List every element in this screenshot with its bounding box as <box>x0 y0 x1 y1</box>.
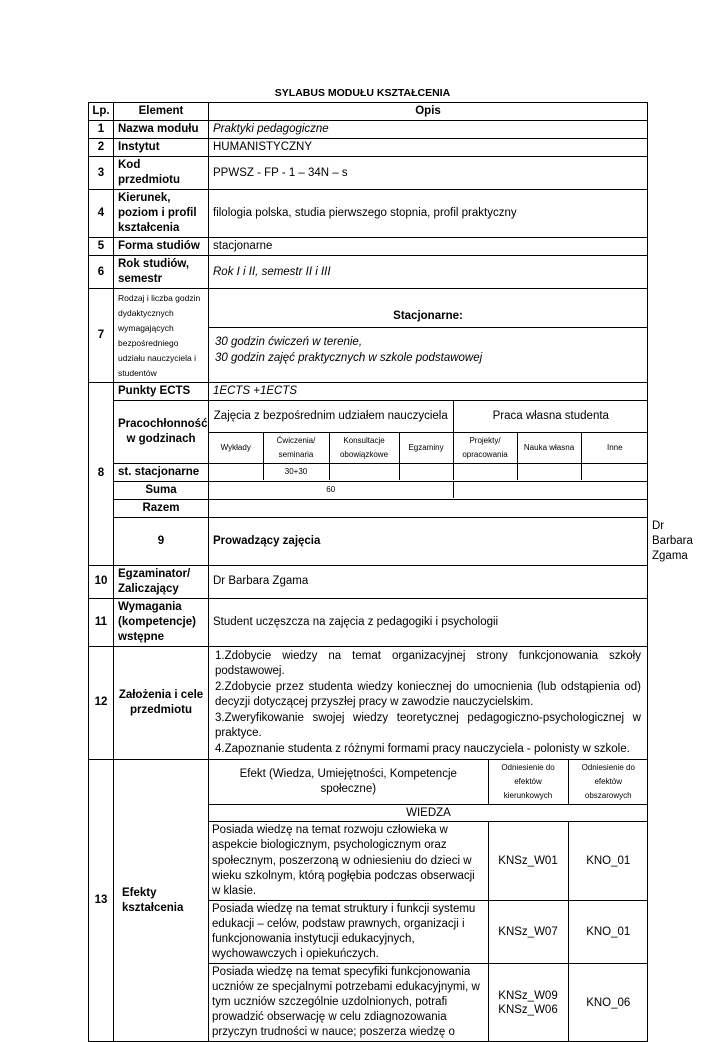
table-row <box>89 289 648 383</box>
effect-text: Posiada wiedzę na temat struktury i funkcji systemu edukacji – celów, podstaw prawnych, organizacji i funkcjonowania instytucji edukacyjnych, wychowawczych i opiekuńczych. <box>209 901 488 964</box>
direct-hours-header: Zajęcia z bezpośrednim udziałem nauczyciela <box>209 401 453 432</box>
col-wyklady: Wykłady <box>209 432 263 463</box>
row-element: Rok studiów, semestr <box>114 256 209 289</box>
suma-values <box>209 481 648 499</box>
table-row-razem <box>89 499 648 517</box>
goal-item: 1.Zdobycie wiedzy na temat organizacyjnej strony funkcjonowania szkoły podstawowej. <box>215 649 641 677</box>
row-description: Student uczęszcza na zajęcia z pedagogiki i psychologii <box>209 598 648 646</box>
row-description: PPWSZ - FP - 1 – 34N – s <box>209 157 648 190</box>
razem-label: Razem <box>114 499 209 517</box>
effects-col-kierunkowe: Odniesienie do efektów kierunkowych <box>488 760 568 805</box>
row-element: Kierunek, poziom i profil kształcenia <box>114 190 209 238</box>
table-row-workload <box>89 401 648 464</box>
col-egzaminy: Egzaminy <box>399 432 453 463</box>
row-number: 12 <box>89 646 114 760</box>
goal-item: 2.Zdobycie przez studenta wiedzy koniecznej do umocnienia (lub odstąpienia od) decyzji dotyczącej przyszłej pracy w zawodzie nauczycielskim. <box>215 680 641 708</box>
header-lp: Lp. <box>89 103 114 121</box>
row-element: Efekty kształcenia <box>114 760 209 1042</box>
row-number: 7 <box>89 289 114 383</box>
syllabus-table <box>88 102 693 1042</box>
row-description: Dr Barbara Zgama <box>209 565 648 598</box>
cell-empty <box>399 464 453 480</box>
workload-label: Pracochłonność w godzinach <box>114 401 209 464</box>
effect-kier-1: KNSz_W09 <box>498 989 558 1002</box>
row-element: Wymagania (kompetencje) wstępne <box>114 598 209 646</box>
suma-value: 60 <box>209 482 453 498</box>
row-number: 13 <box>89 760 114 1042</box>
col-nauka: Nauka własna <box>517 432 581 463</box>
row-number: 3 <box>89 157 114 190</box>
cell-empty <box>209 464 263 480</box>
row-element: Rodzaj i liczba godzin dydaktycznych wymagających bezpośredniego udziału nauczyciela i studentów <box>114 289 209 383</box>
row-element: Instytut <box>114 139 209 157</box>
table-row-ects <box>89 383 648 401</box>
row-description: stacjonarne <box>209 238 648 256</box>
row-element: Egzaminator/ Zaliczający <box>114 565 209 598</box>
effect-text: Posiada wiedzę na temat specyfiki funkcjonowania uczniów ze specjalnymi potrzebami edukacyjnymi, w tym uczniów szczególnie uzdolnionych, potrafi prowadzić obserwację w celu zdiagnozowania przyczyn trudności w nauce; poszerza wiedzę o <box>209 964 488 1042</box>
table-row <box>89 157 648 190</box>
row-number: 10 <box>89 565 114 598</box>
row-description <box>209 289 648 383</box>
effects-table-cell <box>209 760 648 1042</box>
cell-empty <box>581 464 648 480</box>
row-number: 4 <box>89 190 114 238</box>
section-wiedza: WIEDZA <box>209 805 648 822</box>
row-number: 6 <box>89 256 114 289</box>
effect-row <box>209 822 648 901</box>
hours-line-2: 30 godzin zajęć praktycznych w szkole podstawowej <box>215 352 483 364</box>
table-row <box>89 565 648 598</box>
row-number: 5 <box>89 238 114 256</box>
effects-col-effect: Efekt (Wiedza, Umiejętności, Kompetencje społeczne) <box>209 760 488 805</box>
row-element: Prowadzący zajęcia <box>209 517 648 565</box>
goals-list <box>209 646 648 760</box>
goal-item: 3.Zweryfikowanie swojej wiedzy teoretycznej pedagogiczno-psychologicznej w praktyce. <box>215 711 641 739</box>
row-description: filologia polska, studia pierwszego stopnia, profil praktyczny <box>209 190 648 238</box>
effect-text: Posiada wiedzę na temat rozwoju człowieka w aspekcie biologicznym, psychologicznym oraz społecznym, poszerzoną w odniesieniu do dzieci w wieku szkolnym, którą pogłębia podczas obserwacji w klasie. <box>209 822 488 901</box>
effect-obsz: KNO_01 <box>568 822 648 901</box>
goal-item: 4.Zapoznanie studenta z różnymi formami pracy nauczyciela - polonisty w szkole. <box>215 742 630 755</box>
table-row <box>89 646 648 760</box>
row-element: Założenia i cele przedmiotu <box>114 646 209 760</box>
cell-empty <box>517 464 581 480</box>
col-inne: Inne <box>581 432 648 463</box>
table-row: 9 Prowadzący zajęcia Dr Barbara Zgama <box>89 517 648 565</box>
table-row <box>89 256 648 289</box>
cell-empty <box>453 464 517 480</box>
table-row <box>89 760 648 1042</box>
own-work-header: Praca własna studenta <box>453 401 648 432</box>
row-description: Praktyki pedagogiczne <box>209 121 648 139</box>
effect-row <box>209 901 648 964</box>
row-number: 2 <box>89 139 114 157</box>
effects-col-obszarowe: Odniesienie do efektów obszarowych <box>568 760 648 805</box>
row-number: 8 <box>89 383 114 566</box>
effect-obsz: KNO_01 <box>568 901 648 964</box>
table-row <box>89 598 648 646</box>
effects-table <box>209 760 648 1041</box>
cell-empty <box>453 482 648 498</box>
row-number: 1 <box>89 121 114 139</box>
effect-kier <box>488 964 568 1042</box>
effect-row <box>209 964 648 1042</box>
col-cwiczenia: Ćwiczenia/ seminaria <box>263 432 329 463</box>
effect-kier-2: KNSz_W06 <box>498 1003 558 1016</box>
ects-label: Punkty ECTS <box>114 383 209 401</box>
row-description: Rok I i II, semestr II i III <box>209 256 648 289</box>
suma-label: Suma <box>114 481 209 499</box>
workload-grid <box>209 401 648 464</box>
row-number: 9 <box>114 517 209 565</box>
row-description: HUMANISTYCZNY <box>209 139 648 157</box>
table-row <box>89 121 648 139</box>
row-element: Nazwa modułu <box>114 121 209 139</box>
cell-empty <box>329 464 399 480</box>
effect-kier: KNSz_W07 <box>488 901 568 964</box>
cwiczenia-hours: 30+30 <box>263 464 329 480</box>
table-row <box>89 139 648 157</box>
table-row <box>89 238 648 256</box>
effect-obsz: KNO_06 <box>568 964 648 1042</box>
table-row-stacjonarne <box>89 463 648 481</box>
razem-value <box>209 499 648 517</box>
row-element: Kod przedmiotu <box>114 157 209 190</box>
ects-value: 1ECTS +1ECTS <box>209 383 648 401</box>
col-projekty: Projekty/ opracowania <box>453 432 517 463</box>
stacjonarne-values <box>209 463 648 481</box>
row-element: Forma studiów <box>114 238 209 256</box>
table-row <box>89 190 648 238</box>
row-number: 11 <box>89 598 114 646</box>
table-header-row <box>89 103 648 121</box>
stacjonarne-label: st. stacjonarne <box>114 463 209 481</box>
header-element: Element <box>114 103 209 121</box>
stacjonarne-header: Stacjonarne: <box>209 305 647 328</box>
col-konsultacje: Konsultacje obowiązkowe <box>329 432 399 463</box>
table-row-suma <box>89 481 648 499</box>
document-title: SYLABUS MODUŁU KSZTAŁCENIA <box>274 87 451 99</box>
hours-line-1: 30 godzin ćwiczeń w terenie, <box>215 336 363 348</box>
effect-kier: KNSz_W01 <box>488 822 568 901</box>
header-opis: Opis <box>209 103 648 121</box>
